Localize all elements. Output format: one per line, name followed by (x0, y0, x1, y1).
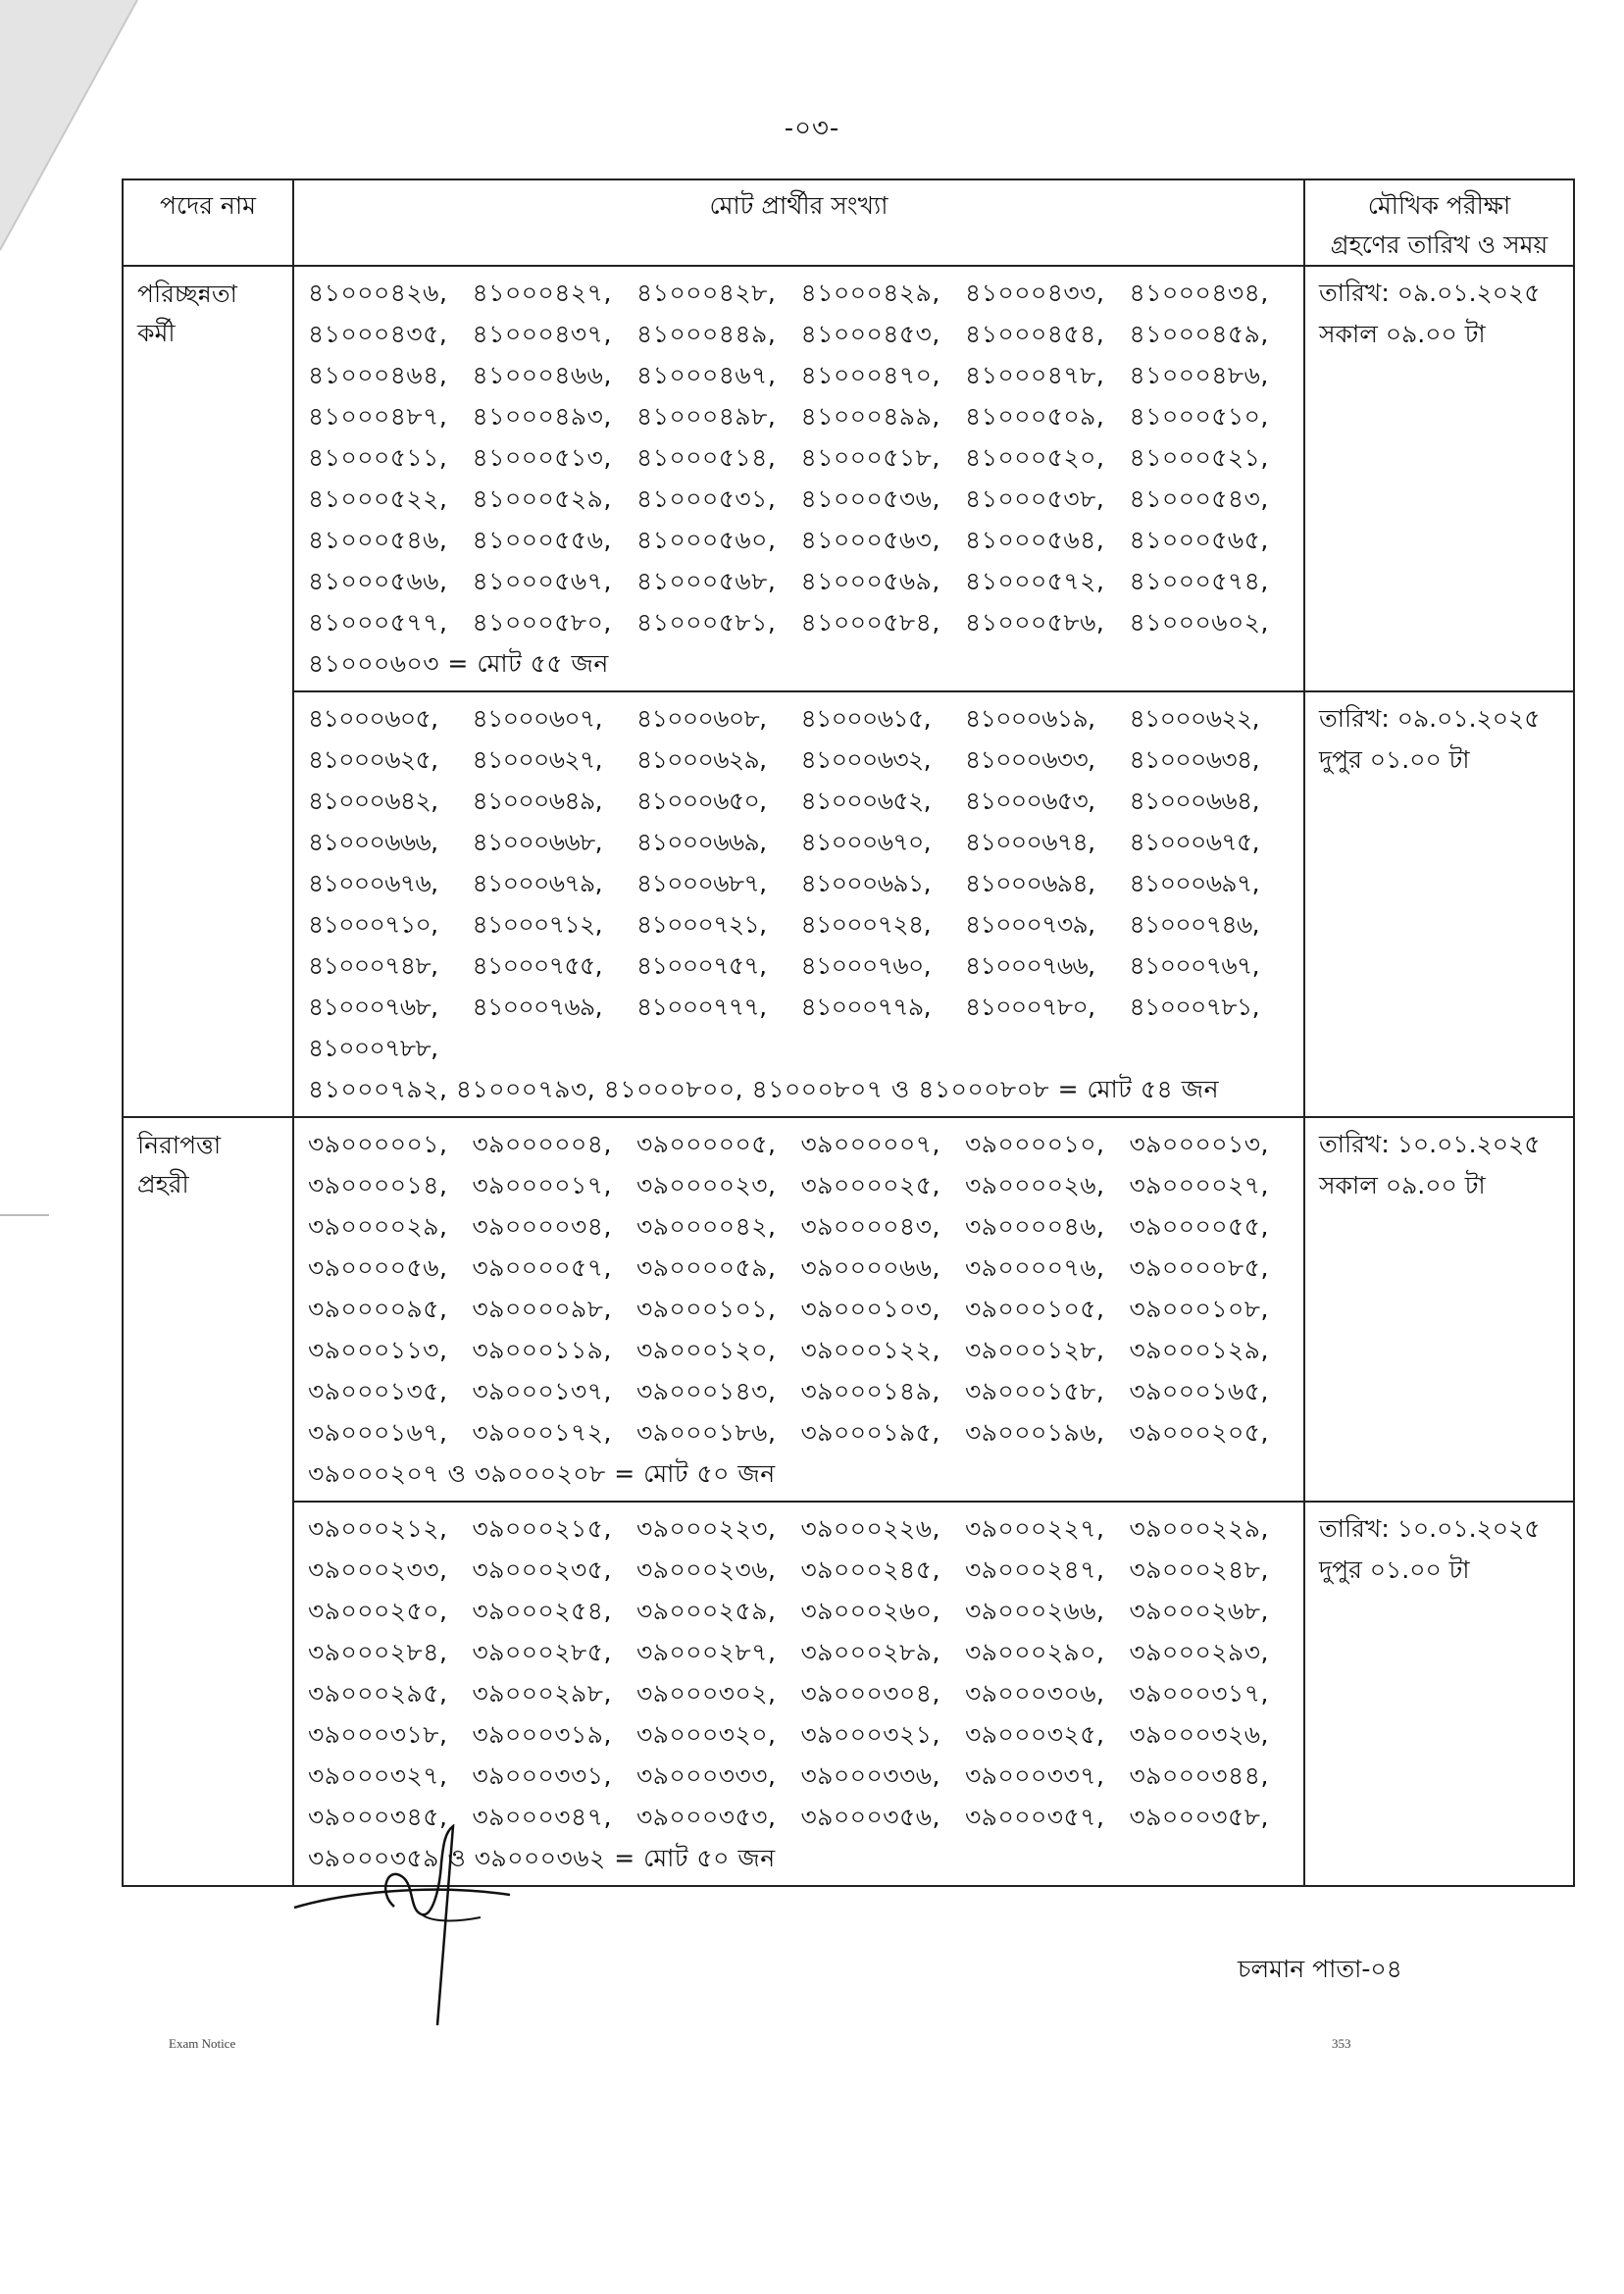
candidate-roll: ৩৯০০০২২৭, (965, 1514, 1105, 1543)
footer-label: Exam Notice (169, 2036, 236, 2051)
candidate-roll: ৪১০০০৫৭২, (965, 567, 1105, 595)
candidate-roll: ৪১০০০৬০৫, (308, 704, 438, 733)
candidate-roll: ৩৯০০০১২৮, (965, 1336, 1105, 1364)
candidate-total: ৪১০০০৬০৩ = মোট ৫৫ জন (308, 649, 609, 678)
candidate-roll: ৪১০০০৫৬৮, (636, 567, 777, 595)
candidate-roll: ৩৯০০০১৩৭, (472, 1377, 612, 1405)
candidate-roll: ৪১০০০৪৫৪, (965, 320, 1105, 348)
candidate-roll: ৩৯০০০০২৬, (965, 1171, 1105, 1199)
post-name-cell (123, 1117, 293, 1886)
header-row (123, 179, 1574, 266)
candidate-roll: ৩৯০০০১০৫, (965, 1295, 1105, 1323)
candidate-roll: ৪১০০০৭৫৫, (472, 951, 602, 980)
candidate-roll: ৩৯০০০০৫৯, (636, 1253, 777, 1282)
candidate-roll: ৩৯০০০১২৯, (1129, 1336, 1269, 1364)
candidate-roll: ৩৯০০০১১৩, (308, 1336, 448, 1364)
candidate-roll: ৪১০০০৪৬৪, (308, 361, 448, 389)
candidate-roll: ৪১০০০৭১০, (308, 910, 438, 939)
candidate-roll: ৪১০০০৪৯৯, (800, 402, 940, 431)
candidate-roll: ৩৯০০০৩২৬, (1129, 1720, 1269, 1749)
candidate-roll: ৪১০০০৬৯১, (800, 869, 931, 897)
header-total-candidates: মোট প্রার্থীর সংখ্যা (293, 179, 1304, 266)
post-name-line: পরিচ্ছন্নতা (137, 280, 237, 308)
candidate-roll: ৪১০০০৫৩১, (636, 484, 777, 513)
candidate-roll: ৩৯০০০২৪৮, (1129, 1555, 1269, 1584)
schedule-cell (1304, 1117, 1574, 1502)
candidate-roll: ৪১০০০৪৬৭, (636, 361, 777, 389)
candidate-roll: ৪১০০০৬৫২, (800, 787, 931, 815)
candidate-roll: ৪১০০০৬৮৭, (636, 869, 767, 897)
candidate-roll: ৩৯০০০১৪৯, (800, 1377, 940, 1405)
candidate-roll: ৩৯০০০০৪৬, (965, 1212, 1105, 1241)
candidate-roll: ৩৯০০০২৮৯, (800, 1638, 940, 1666)
candidate-roll: ৩৯০০০০৬৬, (800, 1253, 940, 1282)
candidate-roll: ৪১০০০৭৬৯, (472, 993, 602, 1021)
candidate-roll: ৪১০০০৭৬৬, (965, 951, 1095, 980)
post-name-cell (123, 266, 293, 1117)
candidate-roll: ৪১০০০৭৪৮, (308, 951, 438, 980)
candidate-roll: ৪১০০০৫২০, (965, 443, 1105, 472)
candidate-roll: ৪১০০০৬৩৪, (1129, 745, 1259, 774)
scan-edge-mark (0, 1214, 49, 1216)
candidate-roll: ৪১০০০৫৪৩, (1129, 484, 1269, 513)
candidate-roll: ৪১০০০৫৮০, (472, 608, 612, 637)
candidate-roll: ৩৯০০০০১০, (965, 1130, 1105, 1158)
schedule-time: সকাল ০৯.০০ টা (1319, 1171, 1486, 1199)
candidate-roll: ৪১০০০৬৭৫, (1129, 828, 1259, 856)
candidate-ids-cell (293, 691, 1304, 1117)
candidate-roll: ৪১০০০৫৮৪, (800, 608, 940, 637)
candidate-total: ৪১০০০৭৯২, ৪১০০০৭৯৩, ৪১০০০৮০০, ৪১০০০৮০৭ ও ৪১০০০৮০৮ = মোট ৫৪ জন (308, 1075, 1220, 1103)
candidate-roll: ৩৯০০০১০১, (636, 1295, 777, 1323)
schedule-cell (1304, 266, 1574, 691)
candidate-roll: ৩৯০০০১৬৭, (308, 1418, 448, 1447)
candidate-roll: ৪১০০০৪৭০, (800, 361, 940, 389)
candidate-roll: ৩৯০০০৩২৭, (308, 1761, 448, 1790)
candidate-roll: ৩৯০০০৩৫৩, (636, 1803, 777, 1831)
candidate-roll: ৪১০০০৭৮০, (965, 993, 1095, 1021)
candidate-roll: ৪১০০০৭৮১, (1129, 993, 1259, 1021)
candidate-roll: ৪১০০০৭৬৭, (1129, 951, 1260, 980)
candidate-roll: ৩৯০০০১৬৫, (1129, 1377, 1269, 1405)
candidate-roll: ৪১০০০৬৬৯, (636, 828, 767, 856)
candidate-roll: ৪১০০০৫৬৭, (472, 567, 612, 595)
post-name-line: কর্মী (137, 319, 176, 347)
candidate-roll: ৪১০০০৫৬৪, (965, 526, 1105, 554)
candidate-roll: ৩৯০০০২৬০, (800, 1597, 940, 1625)
footer-code: 353 (1332, 2036, 1351, 2051)
candidate-roll: ৪১০০০৭৩৯, (965, 910, 1095, 939)
candidate-roll: ৪১০০০৬২৫, (308, 745, 438, 774)
candidate-roll: ৪১০০০৬০৮, (636, 704, 767, 733)
signature (284, 1824, 530, 2030)
candidate-roll: ৪১০০০৭২১, (636, 910, 767, 939)
candidate-roll: ৩৯০০০১১৯, (472, 1336, 612, 1364)
candidate-roll: ৪১০০০৫৩৬, (800, 484, 940, 513)
candidate-roll: ৪১০০০৪২৮, (636, 279, 777, 307)
candidate-roll: ৪১০০০৬৭৬, (308, 869, 438, 897)
candidate-roll: ৩৯০০০৩০৪, (800, 1679, 940, 1708)
candidate-roll: ৩৯০০০২১৫, (472, 1514, 612, 1543)
candidate-roll: ৩৯০০০০২৯, (308, 1212, 448, 1241)
candidate-roll: ৪১০০০৬২৯, (636, 745, 767, 774)
candidate-roll: ৩৯০০০২২৯, (1129, 1514, 1269, 1543)
candidate-roll: ৪১০০০৬০২, (1129, 608, 1269, 637)
candidate-roll: ৪১০০০৫৭৭, (308, 608, 448, 637)
candidate-roll: ৪১০০০৬৭৯, (472, 869, 602, 897)
candidate-roll: ৩৯০০০১২০, (636, 1336, 777, 1364)
candidate-roll: ৪১০০০৭৮৮, (308, 1034, 438, 1062)
schedule-time: সকাল ০৯.০০ টা (1319, 320, 1486, 348)
candidate-roll: ৪১০০০৬২৭, (472, 745, 603, 774)
header-post-name: পদের নাম (123, 179, 293, 266)
candidate-roll: ৩৯০০০১৮৬, (636, 1418, 777, 1447)
candidate-roll: ৪১০০০৪৩৭, (472, 320, 612, 348)
candidate-roll: ৪১০০০৫৩৮, (965, 484, 1105, 513)
candidate-roll: ৩৯০০০০১৪, (308, 1171, 448, 1199)
candidate-roll: ৩৯০০০০১৩, (1129, 1130, 1269, 1158)
candidate-roll: ৪১০০০৫১১, (308, 443, 448, 472)
schedule-cell (1304, 691, 1574, 1117)
candidate-roll: ৪১০০০৫১৮, (800, 443, 940, 472)
candidate-roll: ৩৯০০০২৮৫, (472, 1638, 612, 1666)
candidate-roll: ৪১০০০৬৩৩, (965, 745, 1095, 774)
candidate-roll: ৪১০০০৫৬৬, (308, 567, 448, 595)
schedule-time: দুপুর ০১.০০ টা (1319, 745, 1470, 774)
candidate-roll: ৩৯০০০৩১৭, (1129, 1679, 1269, 1708)
candidate-roll: ৩৯০০০০৫৭, (472, 1253, 612, 1282)
candidate-roll: ৪১০০০৬৪৯, (472, 787, 602, 815)
candidate-roll: ৩৯০০০১৩৫, (308, 1377, 448, 1405)
candidate-roll: ৩৯০০০৩০৬, (965, 1679, 1105, 1708)
candidate-roll: ৪১০০০৭১২, (472, 910, 602, 939)
candidate-roll: ৩৯০০০২২৬, (800, 1514, 940, 1543)
candidate-roll: ৪১০০০৪২৭, (472, 279, 612, 307)
candidate-roll: ৪১০০০৫৮৬, (965, 608, 1105, 637)
candidate-roll: ৪১০০০৪৩৪, (1129, 279, 1269, 307)
candidate-roll: ৪১০০০৭২৪, (800, 910, 931, 939)
candidate-roll: ৩৯০০০০৩৪, (472, 1212, 612, 1241)
candidate-roll: ৩৯০০০২৯৮, (472, 1679, 612, 1708)
candidate-roll: ৩৯০০০০০৭, (800, 1130, 940, 1158)
post-name-line: নিরাপত্তা (137, 1131, 222, 1159)
candidate-roll: ৪১০০০৫১৪, (636, 443, 777, 472)
candidate-roll: ৩৯০০০০৫৫, (1129, 1212, 1269, 1241)
table-row (123, 266, 1574, 691)
candidate-roll: ৪১০০০৫৫৬, (472, 526, 612, 554)
candidate-roll: ৩৯০০০২৪৭, (965, 1555, 1105, 1584)
candidate-roll: ৩৯০০০১৯৫, (800, 1418, 940, 1447)
candidate-roll: ৩৯০০০২৯৩, (1129, 1638, 1269, 1666)
candidate-roll: ৪১০০০৭৭৭, (636, 993, 767, 1021)
candidate-roll: ৩৯০০০১৭২, (472, 1418, 612, 1447)
candidate-roll: ৪১০০০৫৮১, (636, 608, 777, 637)
candidate-roll: ৪১০০০৫১০, (1129, 402, 1269, 431)
table-row (123, 691, 1574, 1117)
candidate-roll: ৩৯০০০৩৫৭, (965, 1803, 1105, 1831)
candidate-roll: ৩৯০০০৩৩৭, (965, 1761, 1105, 1790)
candidate-roll: ৩৯০০০২৫০, (308, 1597, 448, 1625)
page-number: -০৩- (784, 114, 840, 143)
candidate-roll: ৪১০০০৫২১, (1129, 443, 1269, 472)
candidate-roll: ৪১০০০৬৪২, (308, 787, 438, 815)
candidate-roll: ৪১০০০৪৭৮, (965, 361, 1105, 389)
candidate-roll: ৩৯০০০০৯৫, (308, 1295, 448, 1323)
candidate-roll: ৪১০০০৪২৬, (308, 279, 448, 307)
candidate-roll: ৩৯০০০০৫৬, (308, 1253, 448, 1282)
candidate-roll: ৪১০০০৬৬৮, (472, 828, 602, 856)
candidate-roll: ৩৯০০০০০১, (308, 1130, 448, 1158)
candidate-roll: ৪১০০০৫৪৬, (308, 526, 448, 554)
candidate-roll: ৩৯০০০০২৫, (800, 1171, 940, 1199)
post-name-line: প্রহরী (137, 1170, 189, 1198)
candidate-roll: ৪১০০০৭৬০, (800, 951, 932, 980)
table-row (123, 1117, 1574, 1502)
candidate-ids-cell (293, 1117, 1304, 1502)
candidate-roll: ৩৯০০০২৯৫, (308, 1679, 448, 1708)
candidate-roll: ৩৯০০০৩৪৫, (308, 1803, 448, 1831)
candidate-roll: ৪১০০০৬৭০, (800, 828, 932, 856)
candidate-roll: ৪১০০০৬৬৪, (1129, 787, 1259, 815)
candidate-roll: ৩৯০০০২৬৬, (965, 1597, 1105, 1625)
candidate-roll: ৪১০০০৪৯৮, (636, 402, 777, 431)
candidate-roll: ৩৯০০০৩৪৪, (1129, 1761, 1269, 1790)
candidate-roll: ৩৯০০০৩৩১, (472, 1761, 612, 1790)
candidate-roll: ৪১০০০৭৫৭, (636, 951, 767, 980)
candidate-roll: ৩৯০০০৩২৫, (965, 1720, 1105, 1749)
schedule-time: দুপুর ০১.০০ টা (1319, 1555, 1470, 1584)
candidate-roll: ৩৯০০০০৪২, (636, 1212, 777, 1241)
candidate-roll: ৩৯০০০৩৫৬, (800, 1803, 940, 1831)
candidate-roll: ৩৯০০০২১২, (308, 1514, 448, 1543)
candidate-roll: ৩৯০০০৩১৮, (308, 1720, 448, 1749)
candidate-roll: ৩৯০০০২৫৪, (472, 1597, 612, 1625)
candidate-roll: ৩৯০০০২৩৫, (472, 1555, 612, 1584)
candidate-roll: ৪১০০০৪৫৯, (1129, 320, 1269, 348)
candidate-roll: ৩৯০০০২০৫, (1129, 1418, 1269, 1447)
schedule-date: তারিখ: ১০.০১.২০২৫ (1319, 1514, 1541, 1543)
candidate-roll: ৪১০০০৬৫০, (636, 787, 767, 815)
candidate-roll: ৩৯০০০০৭৬, (965, 1253, 1105, 1282)
candidate-roll: ৩৯০০০১০৩, (800, 1295, 940, 1323)
candidate-roll: ৪১০০০৪৪৯, (636, 320, 777, 348)
candidate-roll: ৩৯০০০১৫৮, (965, 1377, 1105, 1405)
candidate-roll: ৪১০০০৬১৫, (800, 704, 931, 733)
candidate-roll: ৩৯০০০৩৩৬, (800, 1761, 940, 1790)
candidate-total: ৩৯০০০৩৫৯ ও ৩৯০০০৩৬২ = মোট ৫০ জন (308, 1844, 776, 1872)
candidate-roll: ৩৯০০০০১৭, (472, 1171, 612, 1199)
candidate-roll: ৪১০০০৫০৯, (965, 402, 1105, 431)
candidate-roll: ৪১০০০৪৫৩, (800, 320, 940, 348)
candidate-roll: ৩৯০০০২৩৩, (308, 1555, 448, 1584)
candidate-ids-cell (293, 266, 1304, 691)
candidate-roll: ৩৯০০০১৪৩, (636, 1377, 777, 1405)
candidate-roll: ৩৯০০০৩০২, (636, 1679, 777, 1708)
candidate-roll: ৪১০০০৫৬৩, (800, 526, 940, 554)
candidate-roll: ৩৯০০০৩৪৭, (472, 1803, 612, 1831)
schedule-cell (1304, 1502, 1574, 1886)
candidate-roll: ৩৯০০০০০৪, (472, 1130, 612, 1158)
candidate-roll: ৪১০০০৪৮৬, (1129, 361, 1269, 389)
candidate-roll: ৪১০০০৫৬০, (636, 526, 777, 554)
candidate-roll: ৪১০০০৫২৯, (472, 484, 612, 513)
candidate-roll: ৩৯০০০৩২০, (636, 1720, 777, 1749)
candidate-roll: ৪১০০০৬১৯, (965, 704, 1095, 733)
candidate-roll: ৩৯০০০২৩৬, (636, 1555, 777, 1584)
candidate-roll: ৩৯০০০০৯৮, (472, 1295, 612, 1323)
candidate-roll: ৪১০০০৫৬৫, (1129, 526, 1269, 554)
candidate-roll: ৩৯০০০৩৩৩, (636, 1761, 777, 1790)
candidate-roll: ৩৯০০০২৫৯, (636, 1597, 777, 1625)
candidate-roll: ৩৯০০০০২৩, (636, 1171, 777, 1199)
candidate-roll: ৩৯০০০২৯০, (965, 1638, 1105, 1666)
schedule-date: তারিখ: ১০.০১.২০২৫ (1319, 1130, 1541, 1158)
candidate-roll: ৩৯০০০০২৭, (1129, 1171, 1269, 1199)
candidate-roll: ৪১০০০৬৫৩, (965, 787, 1095, 815)
candidate-roll: ৩৯০০০২৮৭, (636, 1638, 777, 1666)
header-interview-schedule (1304, 179, 1574, 266)
candidate-roll: ৩৯০০০০৪৩, (800, 1212, 940, 1241)
candidate-roll: ৪১০০০৬০৭, (472, 704, 603, 733)
candidate-roll: ৩৯০০০২২৩, (636, 1514, 777, 1543)
candidate-roll: ৩৯০০০৩৫৮, (1129, 1803, 1269, 1831)
candidate-roll: ৪১০০০৫৬৯, (800, 567, 940, 595)
candidate-total: ৩৯০০০২০৭ ও ৩৯০০০২০৮ = মোট ৫০ জন (308, 1459, 776, 1488)
candidate-roll: ৪১০০০৫৭৪, (1129, 567, 1269, 595)
candidate-roll: ৩৯০০০২৬৮, (1129, 1597, 1269, 1625)
header-interview-line1: মৌখিক পরীক্ষা (1367, 191, 1511, 220)
candidate-roll: ৪১০০০৬৯৪, (965, 869, 1095, 897)
candidate-roll: ৪১০০০৬৬৬, (308, 828, 438, 856)
candidate-roll: ৪১০০০৫১৩, (472, 443, 612, 472)
candidate-roll: ৪১০০০৭৭৯, (800, 993, 931, 1021)
header-interview-line2: গ্রহণের তারিখ ও সময় (1330, 230, 1548, 259)
candidate-roll: ৪১০০০৬৩২, (800, 745, 932, 774)
candidate-roll: ৩৯০০০০৮৫, (1129, 1253, 1269, 1282)
candidate-roll: ৩৯০০০৩১৯, (472, 1720, 612, 1749)
candidate-roll: ৩৯০০০২৮৪, (308, 1638, 448, 1666)
candidate-roll: ৪১০০০৫২২, (308, 484, 448, 513)
candidate-roll: ৪১০০০৪৯৩, (472, 402, 612, 431)
candidate-roll: ৪১০০০৪৮৭, (308, 402, 448, 431)
candidate-roll: ৪১০০০৪৩৫, (308, 320, 448, 348)
candidate-roll: ৩৯০০০১৯৬, (965, 1418, 1105, 1447)
schedule-date: তারিখ: ০৯.০১.২০২৫ (1319, 279, 1541, 307)
candidate-roll: ৩৯০০০৩২১, (800, 1720, 940, 1749)
candidate-table (122, 178, 1575, 1887)
candidate-roll: ৩৯০০০১০৮, (1129, 1295, 1269, 1323)
candidate-roll: ৪১০০০৭৪৬, (1129, 910, 1259, 939)
candidate-roll: ৪১০০০৪২৯, (800, 279, 940, 307)
candidate-roll: ৩৯০০০০০৫, (636, 1130, 777, 1158)
candidate-roll: ৪১০০০৪৩৩, (965, 279, 1105, 307)
candidate-roll: ৪১০০০৬৭৪, (965, 828, 1095, 856)
candidate-roll: ৩৯০০০২৪৫, (800, 1555, 940, 1584)
continued-page-note: চলমান পাতা-০৪ (1238, 1955, 1402, 1983)
candidate-roll: ৩৯০০০১২২, (800, 1336, 940, 1364)
candidate-roll: ৪১০০০৬২২, (1129, 704, 1260, 733)
schedule-date: তারিখ: ০৯.০১.২০২৫ (1319, 704, 1541, 733)
candidate-roll: ৪১০০০৭৬৮, (308, 993, 438, 1021)
candidate-roll: ৪১০০০৪৬৬, (472, 361, 612, 389)
candidate-roll: ৪১০০০৬৯৭, (1129, 869, 1259, 897)
